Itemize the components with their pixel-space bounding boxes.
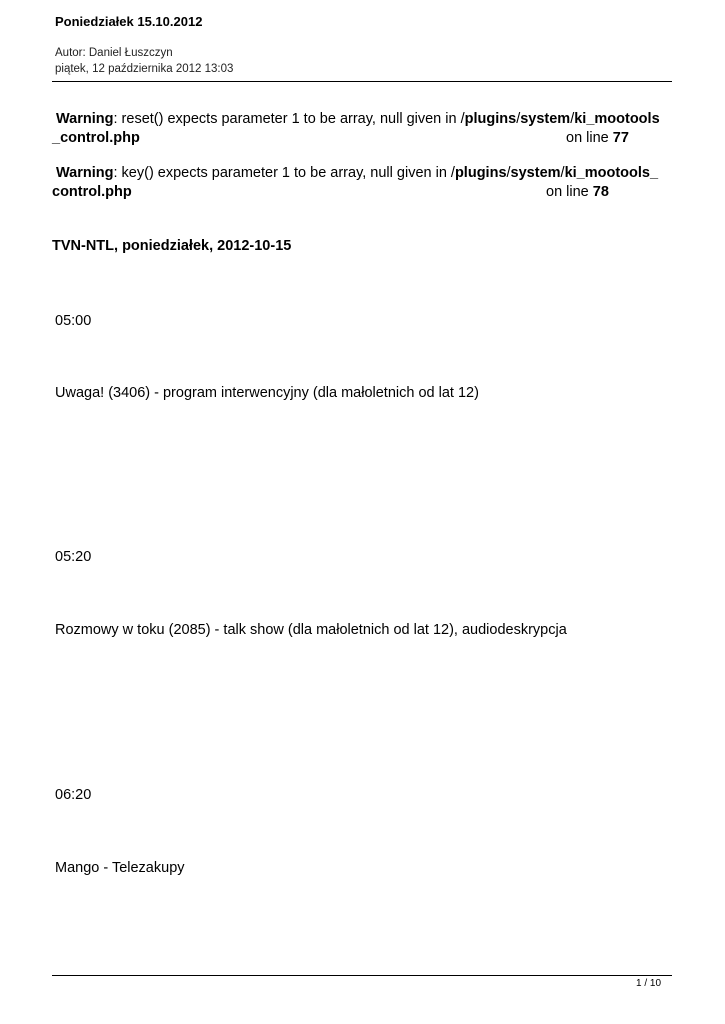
schedule-time: 05:20	[55, 549, 92, 565]
warning-line-1: Warning: key() expects parameter 1 to be array, null given in /plugins/system/ki_mootools_	[56, 165, 659, 181]
line-ref	[546, 183, 609, 202]
warning-message	[52, 110, 672, 148]
warning-message	[52, 164, 672, 202]
schedule-time: 05:00	[55, 313, 92, 329]
schedule-time: 06:20	[55, 787, 92, 803]
schedule-title: TVN-NTL, poniedziałek, 2012-10-15	[52, 238, 292, 254]
warning-text: : reset() expects parameter 1 to be array, null given in /	[113, 111, 465, 127]
line-ref-label: on line	[546, 184, 593, 200]
path-segment: system	[510, 165, 561, 181]
path-segment: plugins	[464, 111, 517, 127]
schedule-program: Rozmowy w toku (2085) - talk show (dla małoletnich od lat 12), audiodeskrypcja	[55, 622, 567, 638]
path-segment: system	[520, 111, 571, 127]
line-number: 77	[612, 130, 629, 146]
warning-line-1: Warning: reset() expects parameter 1 to be array, null given in /plugins/system/ki_mootools	[56, 111, 660, 127]
header-divider	[52, 81, 672, 82]
author-line: Autor: Daniel Łuszczyn	[55, 47, 173, 59]
file-name: control.php	[52, 184, 132, 200]
date-line: piątek, 12 października 2012 13:03	[55, 63, 234, 75]
file-name: _control.php	[52, 130, 140, 146]
warning-line-2	[52, 183, 672, 202]
path-segment: plugins	[454, 165, 507, 181]
warning-text: : key() expects parameter 1 to be array, null given in /	[113, 165, 455, 181]
page-number: 1 / 10	[636, 978, 662, 989]
footer-divider	[52, 975, 672, 976]
path-segment: ki_mootools_	[564, 165, 659, 181]
warning-label: Warning	[56, 165, 114, 181]
schedule-program: Uwaga! (3406) - program interwencyjny (dla małoletnich od lat 12)	[55, 385, 479, 401]
line-ref-label: on line	[566, 130, 613, 146]
warning-label: Warning	[56, 111, 114, 127]
path-segment: ki_mootools	[574, 111, 660, 127]
line-ref	[566, 129, 629, 148]
page-title: Poniedziałek 15.10.2012	[55, 14, 203, 29]
warning-line-2	[52, 129, 672, 148]
schedule-program: Mango - Telezakupy	[55, 860, 185, 876]
line-number: 78	[592, 184, 609, 200]
